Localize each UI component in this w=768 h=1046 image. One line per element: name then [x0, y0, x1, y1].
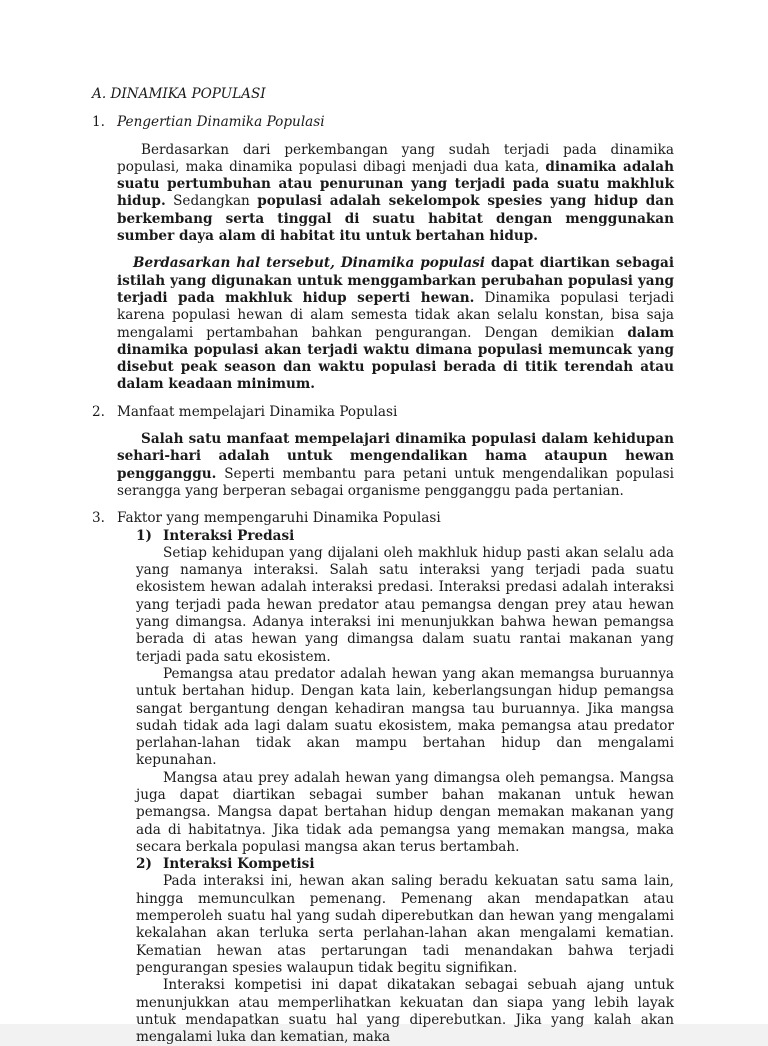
- heading-1-number: 1.: [92, 114, 105, 131]
- text-run: populasi adalah sekelompok spesies yang hidup dan berkembang serta tinggal di suatu habitat dengan menggunakan sumber daya alam di habitat itu untuk bertahan hidup.: [117, 193, 674, 245]
- text-run: Salah satu manfaat mempelajari dinamika populasi dalam kehidupan sehari-hari adalah untuk mengendalikan hama ataupun hewan pengganggu.: [117, 431, 674, 482]
- subheading-predasi-text: Interaksi Predasi: [163, 527, 295, 544]
- subheading-kompetisi-text: Interaksi Kompetisi: [163, 856, 315, 873]
- paragraph-kompetisi-2: Interaksi kompetisi ini dapat dikatakan sebagai sebuah ajang untuk menunjukkan atau memperlihatkan kekuatan dan siapa yang lebih layak untuk mendapatkan suatu hal yang diperebutkan. Jika yang kalah akan mengalami luka dan kematian, maka: [136, 977, 674, 1046]
- heading-3: [92, 510, 674, 527]
- text-run: Berdasarkan dari perkembangan yang sudah terjadi pada dinamika populasi, maka dinamika populasi dibagi menjadi dua kata,: [117, 141, 674, 175]
- heading-2-number: 2.: [92, 403, 105, 420]
- text-run: Berdasarkan hal tersebut, Dinamika populasi: [133, 255, 485, 272]
- text-run: Seperti membantu para petani untuk mengendalikan populasi serangga yang berperan sebagai organisme pengganggu pada pertanian.: [117, 465, 674, 499]
- paragraph-predasi-3: Mangsa atau prey adalah hewan yang dimangsa oleh pemangsa. Mangsa juga dapat diartikan sebagai sumber bahan makanan untuk hewan pemangsa. Mangsa dapat bertahan hidup dengan memakan makanan yang ada di habitatnya. Jika tidak ada pemangsa yang memakan mangsa, maka secara berkala populasi mangsa akan terus bertambah.: [136, 769, 674, 855]
- paragraph-pengertian-1: [117, 142, 674, 246]
- subheading-predasi: [136, 528, 674, 545]
- paragraph-manfaat: [117, 431, 674, 500]
- heading-2: [92, 404, 674, 421]
- paragraph-kompetisi-1: Pada interaksi ini, hewan akan saling beradu kekuatan satu sama lain, hingga memunculkan pemenang. Pemenang akan mendapatkan atau memperoleh suatu hal yang sudah diperebutkan dan hewan yang mengalami kekalahan akan terluka serta perlahan-lahan akan mengalami kematian. Kematian hewan atas pertarungan tadi menandakan bahwa terjadi pengurangan spesies walaupun tidak begitu signifikan.: [136, 873, 674, 976]
- heading-2-text: Manfaat mempelajari Dinamika Populasi: [117, 403, 398, 420]
- paragraph-predasi-2: Pemangsa atau predator adalah hewan yang akan memangsa buruannya untuk bertahan hidup. Dengan kata lain, keberlangsungan hidup pemangsa sangat bergantung dengan kehadiran mangsa tau buruannya. Jika mangsa sudah tidak ada lagi dalam suatu ekosistem, maka pemangsa atau predator perlahan-lahan tidak akan mampu bertahan hidup dan mengalami kepunahan.: [136, 665, 674, 769]
- subheading-kompetisi: [136, 856, 674, 873]
- subheading-predasi-number: 1): [136, 527, 152, 544]
- heading-1: [92, 114, 674, 131]
- paragraph-predasi-1: Setiap kehidupan yang dijalani oleh makhluk hidup pasti akan selalu ada yang namanya interaksi. Salah satu interaksi yang terjadi pada suatu ekosistem hewan adalah interaksi predasi. Interaksi predasi adalah interaksi yang terjadi pada hewan predator atau pemangsa dengan prey atau hewan yang dimangsa. Adanya interaksi ini menunjukkan bahwa hewan pemangsa berada di atas hewan yang dimangsa dalam suatu rantai makanan yang terjadi pada satu ekosistem.: [136, 544, 674, 665]
- document-body: [92, 86, 674, 1046]
- subheading-kompetisi-number: 2): [136, 856, 152, 873]
- section-title: A. DINAMIKA POPULASI: [92, 86, 266, 102]
- text-run: Sedangkan: [165, 193, 258, 210]
- text-run: dalam dinamika populasi akan terjadi waktu dimana populasi memuncak yang disebut peak season dan waktu populasi berada di titik terendah atau dalam keadaan minimum.: [117, 324, 674, 393]
- paragraph-pengertian-2: [117, 255, 674, 393]
- heading-3-text: Faktor yang mempengaruhi Dinamika Populasi: [117, 510, 441, 527]
- text-run: Dinamika populasi terjadi karena populasi hewan di alam semesta tidak akan selalu konstan, bisa saja mengalami pertambahan bahkan pengurangan. Dengan demikian: [117, 289, 674, 341]
- text-run: dapat diartikan sebagai istilah yang digunakan untuk menggambarkan perubahan populasi yang terjadi pada makhluk hidup seperti hewan.: [117, 255, 675, 306]
- heading-3-number: 3.: [92, 510, 105, 527]
- heading-1-text: Pengertian Dinamika Populasi: [117, 114, 325, 131]
- text-run: dinamika adalah suatu pertumbuhan atau penurunan yang terjadi pada suatu makhluk hidup.: [117, 158, 674, 210]
